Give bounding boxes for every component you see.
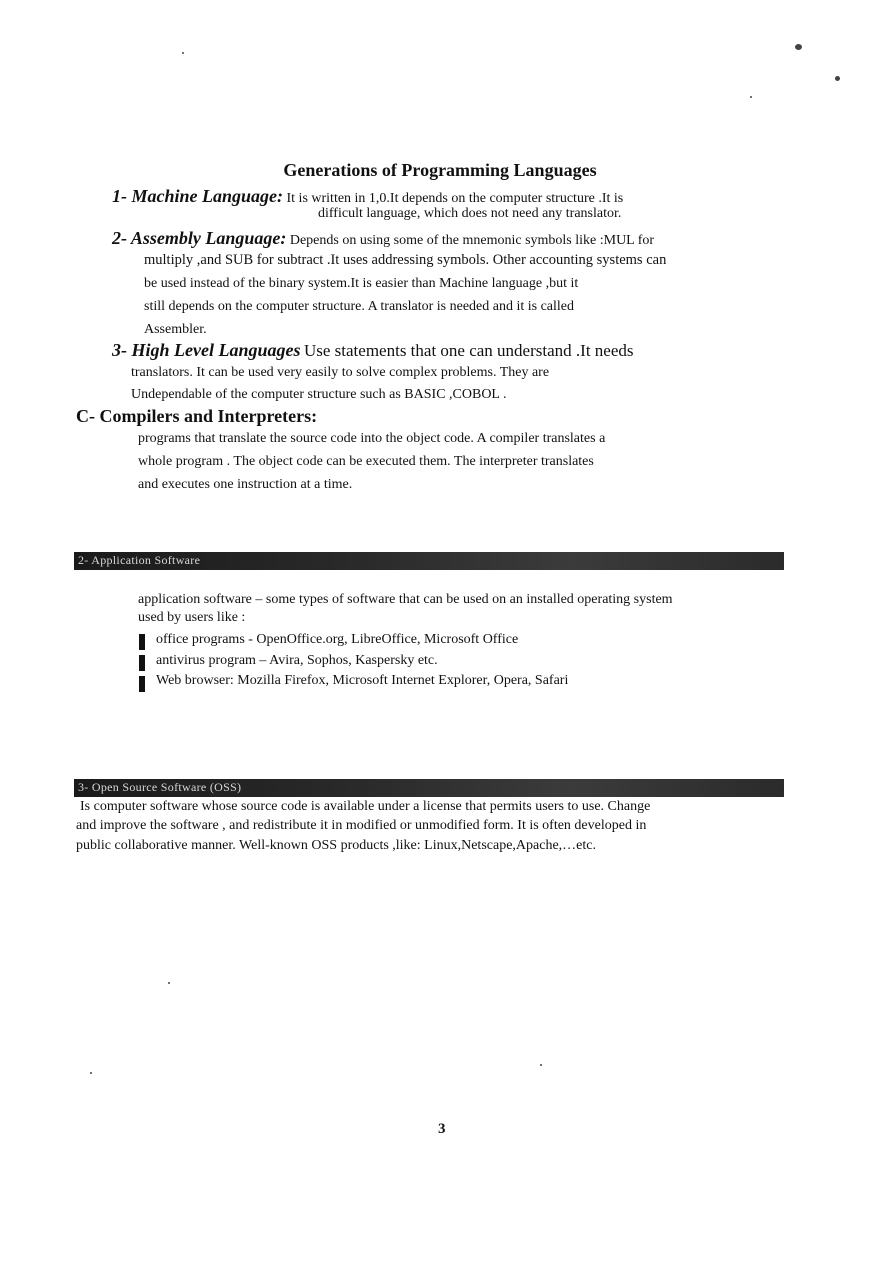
bullet-marker — [139, 634, 145, 650]
scan-speck — [168, 982, 170, 984]
application-software-line-2: used by users like : — [138, 610, 246, 625]
assembly-language-label: 2- Assembly Language: — [112, 228, 287, 248]
scan-speck — [835, 76, 840, 81]
assembly-language-line-4: still depends on the computer structure. A translator is needed and it is called — [144, 299, 575, 314]
compilers-line-3: and executes one instruction at a time. — [138, 477, 353, 492]
high-level-label: 3- High Level Languages — [112, 340, 301, 360]
bullet-marker — [139, 655, 145, 671]
compilers-heading: C- Compilers and Interpreters: — [76, 406, 318, 426]
page-number: 3 — [438, 1121, 446, 1137]
bullet-web-browser: Web browser: Mozilla Firefox, Microsoft Internet Explorer, Opera, Safari — [156, 673, 569, 688]
open-source-line-3: public collaborative manner. Well-known OSS products ,like: Linux,Netscape,Apache,…etc. — [76, 838, 596, 853]
application-software-banner — [74, 552, 784, 570]
scan-speck — [795, 44, 802, 50]
high-level-line-2: translators. It can be used very easily to solve complex problems. They are — [131, 365, 550, 380]
assembly-language-text: Depends on using some of the mnemonic symbols like :MUL for — [289, 233, 655, 248]
machine-language-line-1 — [112, 186, 623, 207]
bullet-marker — [139, 676, 145, 692]
assembly-language-line-3: be used instead of the binary system.It is easier than Machine language ,but it — [144, 276, 579, 291]
application-software-line-1: application software – some types of software that can be used on an installed operating system — [138, 592, 673, 607]
bullet-antivirus: antivirus program – Avira, Sophos, Kaspersky etc. — [156, 653, 438, 668]
page-title: Generations of Programming Languages — [283, 160, 597, 180]
high-level-line-1 — [112, 339, 634, 362]
scan-speck — [750, 96, 752, 98]
application-software-banner-label: 2- Application Software — [78, 553, 201, 567]
open-source-banner-label: 3- Open Source Software (OSS) — [78, 780, 242, 794]
machine-language-line-2: difficult language, which does not need any translator. — [318, 206, 622, 221]
assembly-language-line-1 — [112, 228, 654, 249]
compilers-line-1: programs that translate the source code into the object code. A compiler translates a — [138, 431, 606, 446]
open-source-banner — [74, 779, 784, 797]
open-source-line-2: and improve the software , and redistribute it in modified or unmodified form. It is often developed in — [76, 818, 647, 833]
machine-language-label: 1- Machine Language: — [112, 186, 283, 206]
assembly-language-line-2: multiply ,and SUB for subtract .It uses addressing symbols. Other accounting systems can — [144, 252, 667, 268]
compilers-line-2: whole program . The object code can be executed them. The interpreter translates — [138, 454, 594, 469]
scan-speck — [540, 1064, 542, 1066]
bullet-office-programs: office programs - OpenOffice.org, LibreOffice, Microsoft Office — [156, 632, 519, 647]
assembly-language-line-5: Assembler. — [144, 322, 207, 337]
scan-speck — [90, 1072, 92, 1074]
high-level-line-3: Undependable of the computer structure such as BASIC ,COBOL . — [131, 387, 507, 402]
scan-speck — [182, 52, 184, 54]
machine-language-text: It is written in 1,0.It depends on the computer structure .It is — [286, 191, 624, 206]
high-level-text: Use statements that one can understand .It needs — [303, 341, 634, 360]
open-source-line-1: Is computer software whose source code is available under a license that permits users to use. Change — [80, 799, 651, 814]
